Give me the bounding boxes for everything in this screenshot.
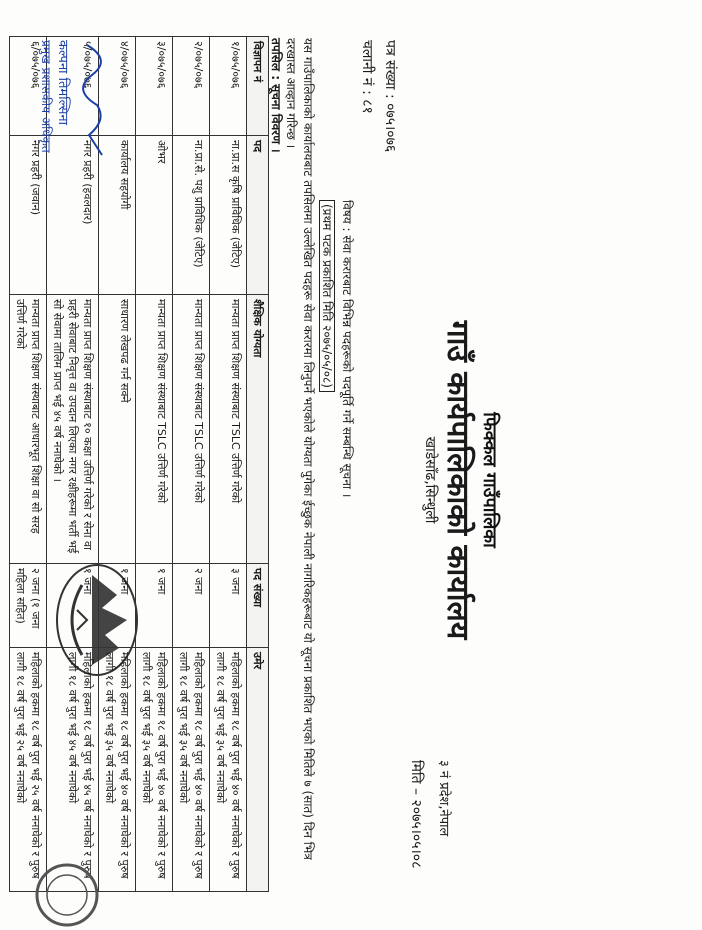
cell-age: महिलाको हकमा १८ वर्ष पुरा भई ४५ वर्ष ननाघेको र पुरुष लागी १८ वर्ष पुरा भई ४५ वर्ष ननाघेको [47, 648, 99, 892]
cell-qualification: मान्यता प्राप्त शिक्षण संस्थाबाट TSLC उत्तिर्ण गरेको [173, 295, 210, 564]
cell-ad-no: ३/०७५/०७६ [136, 37, 173, 136]
col-header-count: पद संख्या [247, 564, 269, 648]
subject [317, 200, 357, 880]
cell-post: ना.प्रा.स कृषि प्राविधिक (जेटिए) [210, 136, 247, 295]
letter-number: पत्र संख्या : ०७५।०७६ [382, 40, 398, 153]
cell-age: महिलाको हकमा १८ वर्ष पुरा भई २५ वर्ष ननाघेको र पुरुष लागी १८ वर्ष पुरा भई २५ वर्ष ननाघेको [10, 648, 47, 892]
cell-post: नगर प्रहरी (हवलदार) [47, 136, 99, 295]
cell-qualification: साधारण लेखपढ गर्न सक्ने [99, 295, 136, 564]
signatory-name: कल्पना तिमल्सिना [55, 40, 70, 125]
notice-date: मिति – २०७५।०५।०८ [408, 760, 424, 869]
cell-qualification: मान्यता प्राप्त शिक्षण संस्थाबाट आधारभूत शिक्षा वा सो सरह उत्तिर्ण गरेको [10, 295, 47, 564]
cell-post: ओभर [136, 136, 173, 295]
org-name: फिक्कल गाउँपालिका [479, 412, 500, 548]
cell-count: २ जना (१ जना महिला सहित) [10, 564, 47, 648]
office-address: खाडेसाँढ,सिन्धुली [422, 436, 438, 524]
first-publication-note: (प्रथम पटक प्रकाशित मिति २०७५/०५/०८) [319, 200, 335, 392]
subject-line: विषय : सेवा करारबाट विभिन्न पदहरूको पदपूर्ति गर्ने सम्बन्धि सूचना । [340, 200, 354, 498]
cell-count: ३ जना [210, 564, 247, 648]
cell-age: महिलाको हकमा १८ वर्ष पुरा भई ४० वर्ष ननाघेको र पुरुष लागी १८ वर्ष पुरा भई ३५ वर्ष ननाघेको [136, 648, 173, 892]
cell-post: ना.प्रा.से. पशु प्राविधिक (जेटिए) [173, 136, 210, 295]
province: ३ नं प्रदेश,नेपाल [436, 760, 451, 837]
table-row [173, 37, 210, 892]
table-header-row [247, 37, 269, 892]
dispatch-number: चलानी नं : ८१ [359, 40, 375, 114]
cell-age: महिलाको हकमा १८ वर्ष पुरा भई ४० वर्ष ननाघेको र पुरुष लागी १८ वर्ष पुरा भई ३५ वर्ष ननाघेको [173, 648, 210, 892]
cell-ad-no: ४/०७५/०७६ [99, 37, 136, 136]
cell-qualification: मान्यता प्राप्त शिक्षण संस्थाबाट TSLC उत्तिर्ण गरेको [210, 295, 247, 564]
cell-count: १ जना [47, 564, 99, 648]
cell-count: २ जना [173, 564, 210, 648]
col-header-age: उमेर [247, 648, 269, 892]
intro-paragraph: यस गाउँपालिकाको कार्यालयबाट तपसिलमा उल्लेखित पदहरू सेवा करारमा लिनुपर्ने भएकोले योग्यता पुगेका ईच्छुक नेपाली नागरिकहरूबाट यो सूचना प्रकाशित भएको मितिले ७ (सात) दिन भित्र दरखास्त आव्हान गरिन्छ । [284, 38, 315, 860]
table-title: तपसिल : सूचना विवरण । [269, 38, 283, 153]
cell-count: १ जना [136, 564, 173, 648]
cell-ad-no: १/०७५/०७६ [210, 37, 247, 136]
signature-block [27, 40, 117, 240]
cell-qualification: मान्यता प्राप्त शिक्षण संस्थाबाट १० कक्षा उत्तिर्ण गरेको र सेना वा प्रहरी सेवाबाट निवृत्त वा उपदान लिएका नगर रक्षीहरूमा भर्ती भई सो सेवामा तालिम प्राप्त भई ४५ वर्ष ननाघेको । [47, 295, 99, 564]
cell-ad-no: ६/०७५/०७६ [10, 37, 47, 136]
office-stamp-icon [32, 860, 102, 930]
cell-ad-no: ५/०७५/०७६ [47, 37, 99, 136]
cell-count: १ जना [99, 564, 136, 648]
cell-post: नगर प्रहरी (जवान) [10, 136, 47, 295]
cell-post: कार्यालय सहयोगी [99, 136, 136, 295]
col-header-qualification: शैक्षिक योग्यता [247, 295, 269, 564]
col-header-post: पद [247, 136, 269, 295]
col-header-ad-no: विज्ञापन नं [247, 37, 269, 136]
cell-ad-no: २/०७५/०७६ [173, 37, 210, 136]
office-title: गाउँ कार्यपालिकाको कार्यालय [440, 320, 475, 640]
handwritten-signature [77, 40, 117, 160]
cell-age: महिलाको हकमा १८ वर्ष पुरा भई ४० वर्ष ननाघेको र पुरुष लागी १८ वर्ष पुरा भई ३५ वर्ष ननाघेको [99, 648, 136, 892]
table-row [136, 37, 173, 892]
cell-qualification: मान्यता प्राप्त शिक्षण संस्थाबाट TSLC उत्तिर्ण गरेको [136, 295, 173, 564]
cell-age: महिलाको हकमा १८ वर्ष पुरा भई ४० वर्ष ननाघेको र पुरुष लागी १८ वर्ष पुरा भई ३५ वर्ष ननाघेको [210, 648, 247, 892]
signatory-designation: प्रमुख प्रशासकीय अधिकृत [39, 40, 53, 153]
table-row [210, 37, 247, 892]
